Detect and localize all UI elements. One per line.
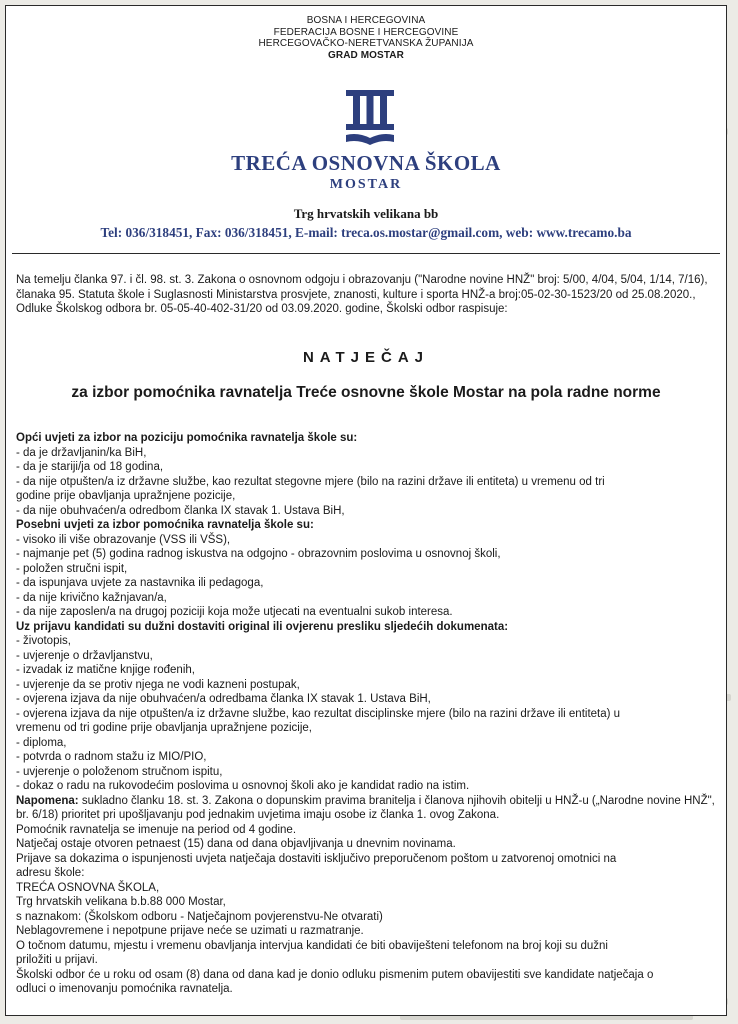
closing-line: Prijave sa dokazima o ispunjenosti uvjeta natječaja dostaviti isključivo preporučenom poštom u zatvorenoj omotnici na bbox=[16, 852, 617, 865]
list-item: - položen stručni ispit, bbox=[16, 562, 128, 575]
list-item: - da nije krivično kažnjavan/a, bbox=[16, 591, 167, 604]
list-item: - najmanje pet (5) godina radnog iskustva na odgojno - obrazovnim poslovima u osnovnoj školi, bbox=[16, 548, 501, 560]
list-item: - diploma, bbox=[16, 736, 67, 749]
list-item: - ovjerena izjava da nije obuhvaćen/a odredbama članka IX stavak 1. Ustava BiH, bbox=[16, 693, 431, 705]
closing-line: TREĆA OSNOVNA ŠKOLA, bbox=[16, 881, 160, 894]
general-conditions-heading: Opći uvjeti za izbor na poziciju pomoćnika ravnatelja škole su: bbox=[16, 432, 358, 444]
school-contact: Tel: 036/318451, Fax: 036/318451, E-mail: treca.os.mostar@gmail.com, web: www.trecamo.ba bbox=[100, 225, 632, 240]
list-item: - da nije zaposlen/a na drugoj poziciji koja može utjecati na eventualni sukob interesa. bbox=[16, 606, 453, 618]
header-divider bbox=[12, 253, 720, 254]
federation-line: FEDERACIJA BOSNE I HERCEGOVINE bbox=[273, 26, 459, 38]
canton-line: HERCEGOVAČKO-NERETVANSKA ŽUPANIJA bbox=[258, 38, 474, 49]
job-notice bbox=[5, 5, 727, 1016]
notice-body bbox=[16, 431, 724, 997]
list-item: - izvadak iz matične knjige rođenih, bbox=[16, 664, 195, 676]
list-item: - da nije obuhvaćen/a odredbom članka IX stavak 1. Ustava BiH, bbox=[16, 504, 345, 517]
note-label: Napomena: bbox=[16, 794, 79, 807]
school-city: MOSTAR bbox=[329, 177, 403, 192]
closing-line: priložiti u prijavi. bbox=[16, 954, 98, 966]
list-item: - da je stariji/ja od 18 godina, bbox=[16, 461, 164, 473]
roman-numeral-three-book-logo-icon bbox=[343, 86, 397, 150]
closing-line: Natječaj ostaje otvoren petnaest (15) dana od dana objavljivanja u dnevnim novinama. bbox=[16, 838, 456, 850]
note-text: sukladno članku 18. st. 3. Zakona o dopunskim pravima branitelja i članova njihovih obitelji u HNŽ-u („Narodne novine HNŽ", br. 6/18) prioritet pri upošljavanju pod jednakim uvjetima imaju osobe iz članka 1. ovog Zakona. bbox=[16, 794, 715, 821]
list-item: - ovjerena izjava da nije otpušten/a iz državne službe, kao rezultat disciplinske mjere (bilo na razini države ili entiteta) u bbox=[16, 707, 621, 720]
school-name: TREĆA OSNOVNA ŠKOLA bbox=[231, 151, 501, 175]
list-item: - životopis, bbox=[16, 635, 71, 647]
list-item: godine prije obavljanja upražnjene pozicije, bbox=[16, 490, 236, 502]
closing-line: Trg hrvatskih velikana b.b.88 000 Mostar, bbox=[16, 896, 226, 908]
note-paragraph bbox=[16, 794, 724, 823]
notice-subtitle: za izbor pomoćnika ravnatelja Treće osnovne škole Mostar na pola radne norme bbox=[71, 384, 661, 401]
list-item: - visoko ili više obrazovanje (VSS ili VŠS), bbox=[16, 533, 231, 546]
closing-line: s naznakom: (Školskom odboru - Natječajnom povjerenstvu-Ne otvarati) bbox=[16, 910, 383, 923]
intro-paragraph: Na temelju članka 97. i čl. 98. st. 3. Zakona o osnovnom odgoju i obrazovanju ("Narodne novine HNŽ" broj: 5/00, 4/04, 5/04, 1/14, 7/16), članaka 95. Statuta škole i Suglasnosti Ministarstva prosvjete, znanosti, kulture i sporta HNŽ-a broj:05-02-30-1523/20 od 25.08.2020., Odluke Školskog odbora br. 05-05-40-402-31/20 od 03.09.2020. godine, Školski odbor raspisuje: bbox=[16, 274, 708, 315]
country-line: BOSNA I HERCEGOVINA bbox=[306, 15, 426, 26]
closing-line: odluci o imenovanju pomoćnika ravnatelja. bbox=[16, 983, 233, 995]
list-item: - uvjerenje o državljanstvu, bbox=[16, 649, 153, 662]
closing-line: adresu škole: bbox=[16, 867, 85, 879]
closing-line: Školski odbor će u roku od osam (8) dana od dana kad je donio odluku pismenim putem obavijestiti sve kandidate natječaja o bbox=[16, 968, 654, 981]
list-item: - da ispunjava uvjete za nastavnika ili pedagoga, bbox=[16, 577, 264, 589]
list-item: - dokaz o radu na rukovodećim poslovima u osnovnoj školi ako je kandidat radio na istim. bbox=[16, 780, 470, 792]
special-conditions-heading: Posebni uvjeti za izbor pomoćnika ravnatelja škole su: bbox=[16, 519, 314, 531]
institution-header bbox=[6, 15, 726, 61]
documents-heading: Uz prijavu kandidati su dužni dostaviti original ili ovjerenu presliku sljedećih dokumenata: bbox=[16, 620, 509, 633]
closing-line: Pomoćnik ravnatelja se imenuje na period od 4 godine. bbox=[16, 823, 297, 836]
city-line: GRAD MOSTAR bbox=[328, 49, 404, 61]
notice-title: NATJEČAJ bbox=[302, 349, 430, 366]
list-item: - da nije otpušten/a iz državne službe, kao rezultat stegovne mjere (bilo na razini države ili entiteta) u vremenu od tri bbox=[16, 475, 605, 488]
list-item: vremenu od tri godine prije obavljanja upražnjene pozicije, bbox=[16, 722, 312, 734]
closing-line: O točnom datumu, mjestu i vremenu obavljanja intervjua kandidati će biti obaviješteni telefonom na broj koji su dužni bbox=[16, 939, 608, 952]
list-item: - uvjerenje da se protiv njega ne vodi kazneni postupak, bbox=[16, 678, 300, 691]
school-address: Trg hrvatskih velikana bb bbox=[293, 206, 439, 221]
list-item: - potvrda o radnom stažu iz MIO/PIO, bbox=[16, 751, 207, 763]
list-item: - da je državljanin/ka BiH, bbox=[16, 446, 147, 459]
closing-line: Neblagovremene i nepotpune prijave neće se uzimati u razmatranje. bbox=[16, 925, 364, 937]
list-item: - uvjerenje o položenom stručnom ispitu, bbox=[16, 765, 223, 778]
